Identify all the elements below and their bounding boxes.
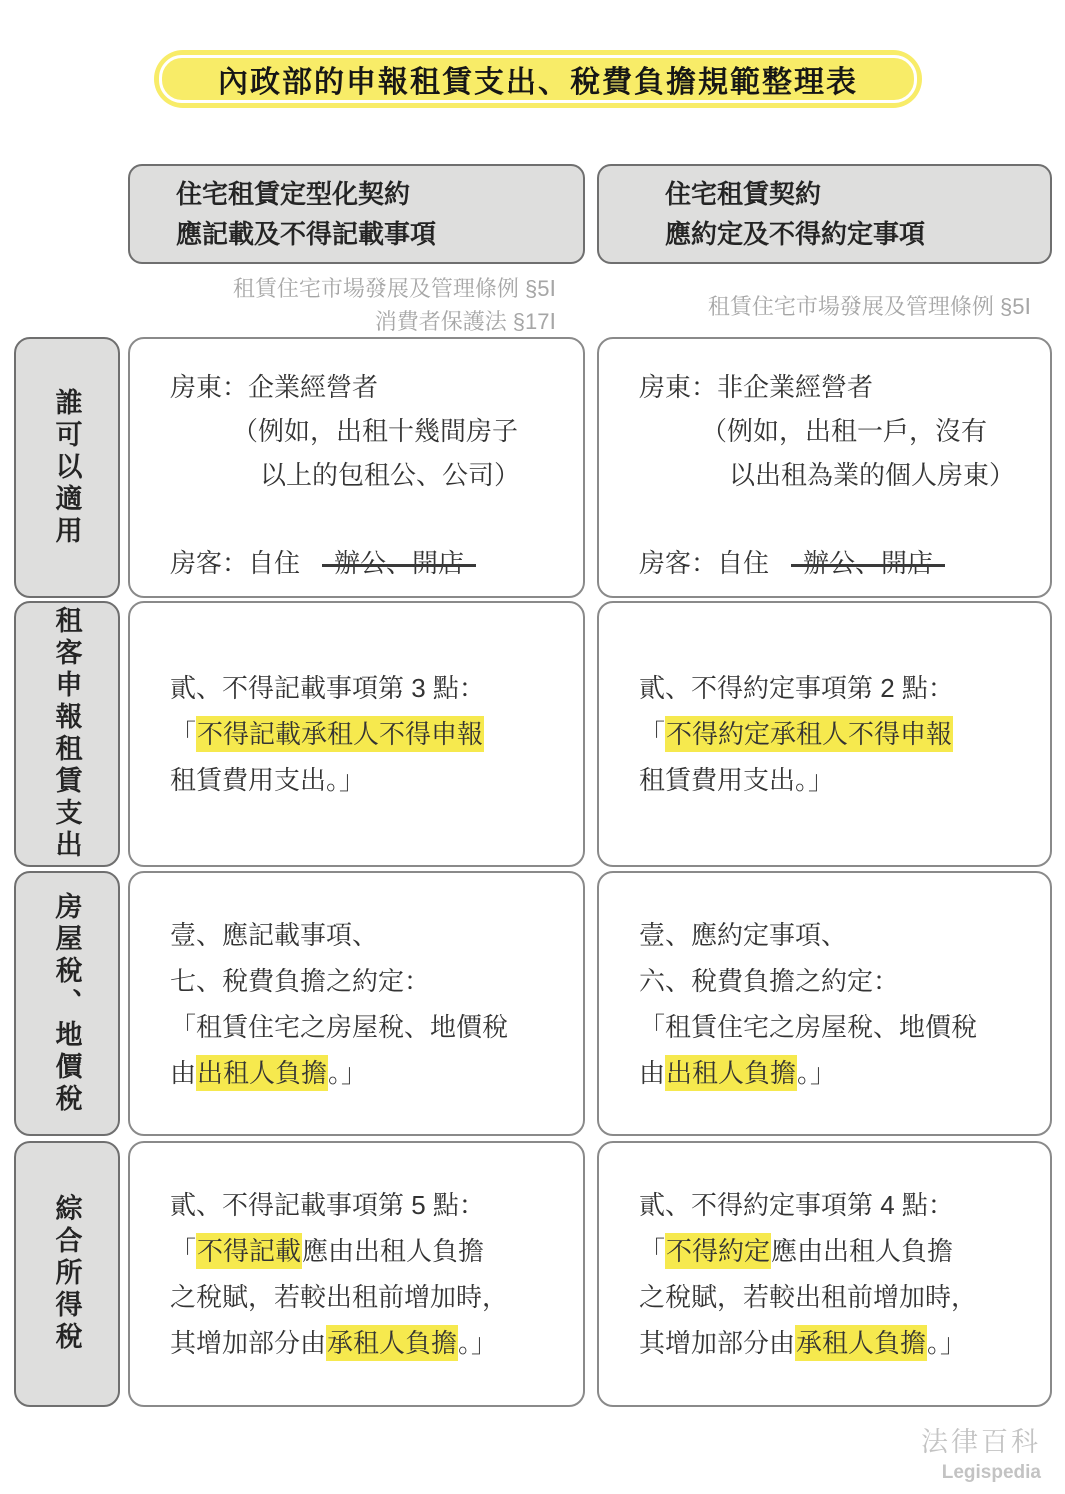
- text-line: [639, 1050, 1032, 1096]
- highlighted-text: 出租人負擔: [665, 1055, 797, 1091]
- law-citation-line: 租賃住宅市場發展及管理條例 §5Ⅰ: [232, 276, 556, 301]
- highlighted-text: 不得約定承租人不得申報: [665, 716, 953, 752]
- text-line: [170, 453, 565, 497]
- text-line: [170, 1050, 565, 1096]
- text-line: [639, 757, 1032, 803]
- text-line: [639, 1182, 1032, 1228]
- brand-name-chinese: 法律百科: [921, 1427, 1041, 1457]
- text-segment: 房東：企業經營者: [170, 372, 379, 402]
- text-line: [170, 365, 565, 409]
- text-segment: 其增加部分由: [170, 1328, 327, 1358]
- table-cell-declare-right: [597, 601, 1052, 867]
- table-cell-housetax-left: [128, 871, 585, 1136]
- text-segment: 。」: [458, 1328, 498, 1358]
- column-header-standard-contract: [128, 164, 585, 264]
- text-segment: 應由出租人負擔: [302, 1236, 485, 1266]
- text-segment: 。」: [328, 1057, 368, 1088]
- table-cell-incometax-left: [128, 1141, 585, 1407]
- text-line: [170, 958, 565, 1004]
- text-segment: 由: [639, 1057, 666, 1088]
- text-line: [170, 665, 565, 711]
- text-segment: 「租賃住宅之房屋稅、地價稅: [170, 1011, 509, 1042]
- text-segment: 六、稅費負擔之約定：: [639, 965, 900, 996]
- row-label-tenant-declare-rent: 租客申報租賃支出: [14, 601, 120, 867]
- text-segment: 貳、不得約定事項第 2 點：: [639, 673, 954, 703]
- text-segment: 租賃費用支出。」: [170, 765, 366, 795]
- text-line: [639, 1004, 1032, 1050]
- text-line: [639, 711, 1032, 757]
- text-segment: 之稅賦，若較出租前增加時，: [639, 1282, 978, 1312]
- text-line: [639, 665, 1032, 711]
- text-segment: 「: [639, 1236, 666, 1266]
- row-label-income-tax: 綜合所得稅: [14, 1141, 120, 1407]
- table-cell-incometax-right: [597, 1141, 1052, 1407]
- law-citation-line: 消費者保護法 §17Ⅰ: [374, 309, 556, 334]
- column-header-line2: 應記載及不得記載事項: [176, 219, 437, 249]
- highlighted-text: 承租人負擔: [795, 1325, 927, 1361]
- text-segment: 以上的包租公、公司）: [260, 460, 521, 490]
- text-segment: 房東：非企業經營者: [639, 372, 874, 402]
- text-line: [639, 541, 1032, 585]
- text-line: [639, 1274, 1032, 1320]
- text-line: [170, 711, 565, 757]
- brand-footer: [921, 1420, 1041, 1484]
- column-header-rental-contract: [597, 164, 1052, 264]
- highlighted-text: 承租人負擔: [326, 1325, 458, 1361]
- text-line: [170, 541, 565, 585]
- highlighted-text: 不得記載承租人不得申報: [196, 716, 484, 752]
- text-segment: 貳、不得記載事項第 3 點：: [170, 673, 485, 703]
- text-segment: 「: [170, 719, 197, 749]
- text-segment: 租賃費用支出。」: [639, 765, 835, 795]
- text-line: [170, 1228, 565, 1274]
- table-cell-declare-left: [128, 601, 585, 867]
- text-line: [170, 912, 565, 958]
- text-segment: （例如，出租十幾間房子: [232, 416, 519, 446]
- column-header-line2: 應約定及不得約定事項: [665, 219, 926, 249]
- page-title: 內政部的申報租賃支出、稅費負擔規範整理表: [159, 55, 917, 103]
- text-line: [639, 912, 1032, 958]
- text-line: [639, 409, 1032, 453]
- text-line: [170, 1004, 565, 1050]
- text-segment: 壹、應記載事項、: [170, 919, 379, 950]
- struck-through-text: 辦公、開店: [330, 548, 468, 578]
- text-segment: 「: [639, 719, 666, 749]
- table-cell-who-right: [597, 337, 1052, 598]
- text-segment: 其增加部分由: [639, 1328, 796, 1358]
- text-segment: 由: [170, 1057, 197, 1088]
- highlighted-text: 不得約定: [665, 1233, 771, 1269]
- text-line: [639, 453, 1032, 497]
- struck-through-text: 辦公、開店: [799, 548, 937, 578]
- highlighted-text: 不得記載: [196, 1233, 302, 1269]
- highlighted-text: 出租人負擔: [196, 1055, 328, 1091]
- column-header-line1: 住宅租賃定型化契約: [176, 179, 411, 209]
- text-line: [170, 409, 565, 453]
- table-cell-who-left: [128, 337, 585, 598]
- text-segment: 「: [170, 1236, 197, 1266]
- text-line: [170, 1182, 565, 1228]
- text-segment: 貳、不得約定事項第 4 點：: [639, 1190, 954, 1220]
- law-citation-right: [597, 290, 1037, 323]
- text-line: [170, 1274, 565, 1320]
- law-citation-line: 租賃住宅市場發展及管理條例 §5Ⅰ: [707, 294, 1031, 319]
- row-label-who-applies: 誰可以適用: [14, 337, 120, 598]
- text-segment: 以出租為業的個人房東）: [729, 460, 1016, 490]
- table-cell-housetax-right: [597, 871, 1052, 1136]
- text-line: [639, 958, 1032, 1004]
- text-line: [639, 365, 1032, 409]
- text-segment: 貳、不得記載事項第 5 點：: [170, 1190, 485, 1220]
- text-segment: 房客：自住: [170, 548, 301, 578]
- text-line: [639, 1228, 1032, 1274]
- text-segment: 壹、應約定事項、: [639, 919, 848, 950]
- law-citation-left: [128, 272, 556, 338]
- text-segment: 之稅賦，若較出租前增加時，: [170, 1282, 509, 1312]
- column-header-line1: 住宅租賃契約: [665, 179, 822, 209]
- text-line: [639, 1320, 1032, 1366]
- text-segment: 「租賃住宅之房屋稅、地價稅: [639, 1011, 978, 1042]
- text-segment: 。」: [797, 1057, 837, 1088]
- text-segment: （例如，出租一戶，沒有: [701, 416, 988, 446]
- brand-name-english: Legispedia: [941, 1462, 1041, 1483]
- text-segment: 房客：自住: [639, 548, 770, 578]
- title-pill: [154, 50, 922, 108]
- text-line: [170, 757, 565, 803]
- text-line: [170, 1320, 565, 1366]
- text-segment: 。」: [927, 1328, 967, 1358]
- row-label-house-land-tax: 房屋稅、地價稅: [14, 871, 120, 1136]
- text-segment: 應由出租人負擔: [771, 1236, 954, 1266]
- text-segment: 七、稅費負擔之約定：: [170, 965, 431, 996]
